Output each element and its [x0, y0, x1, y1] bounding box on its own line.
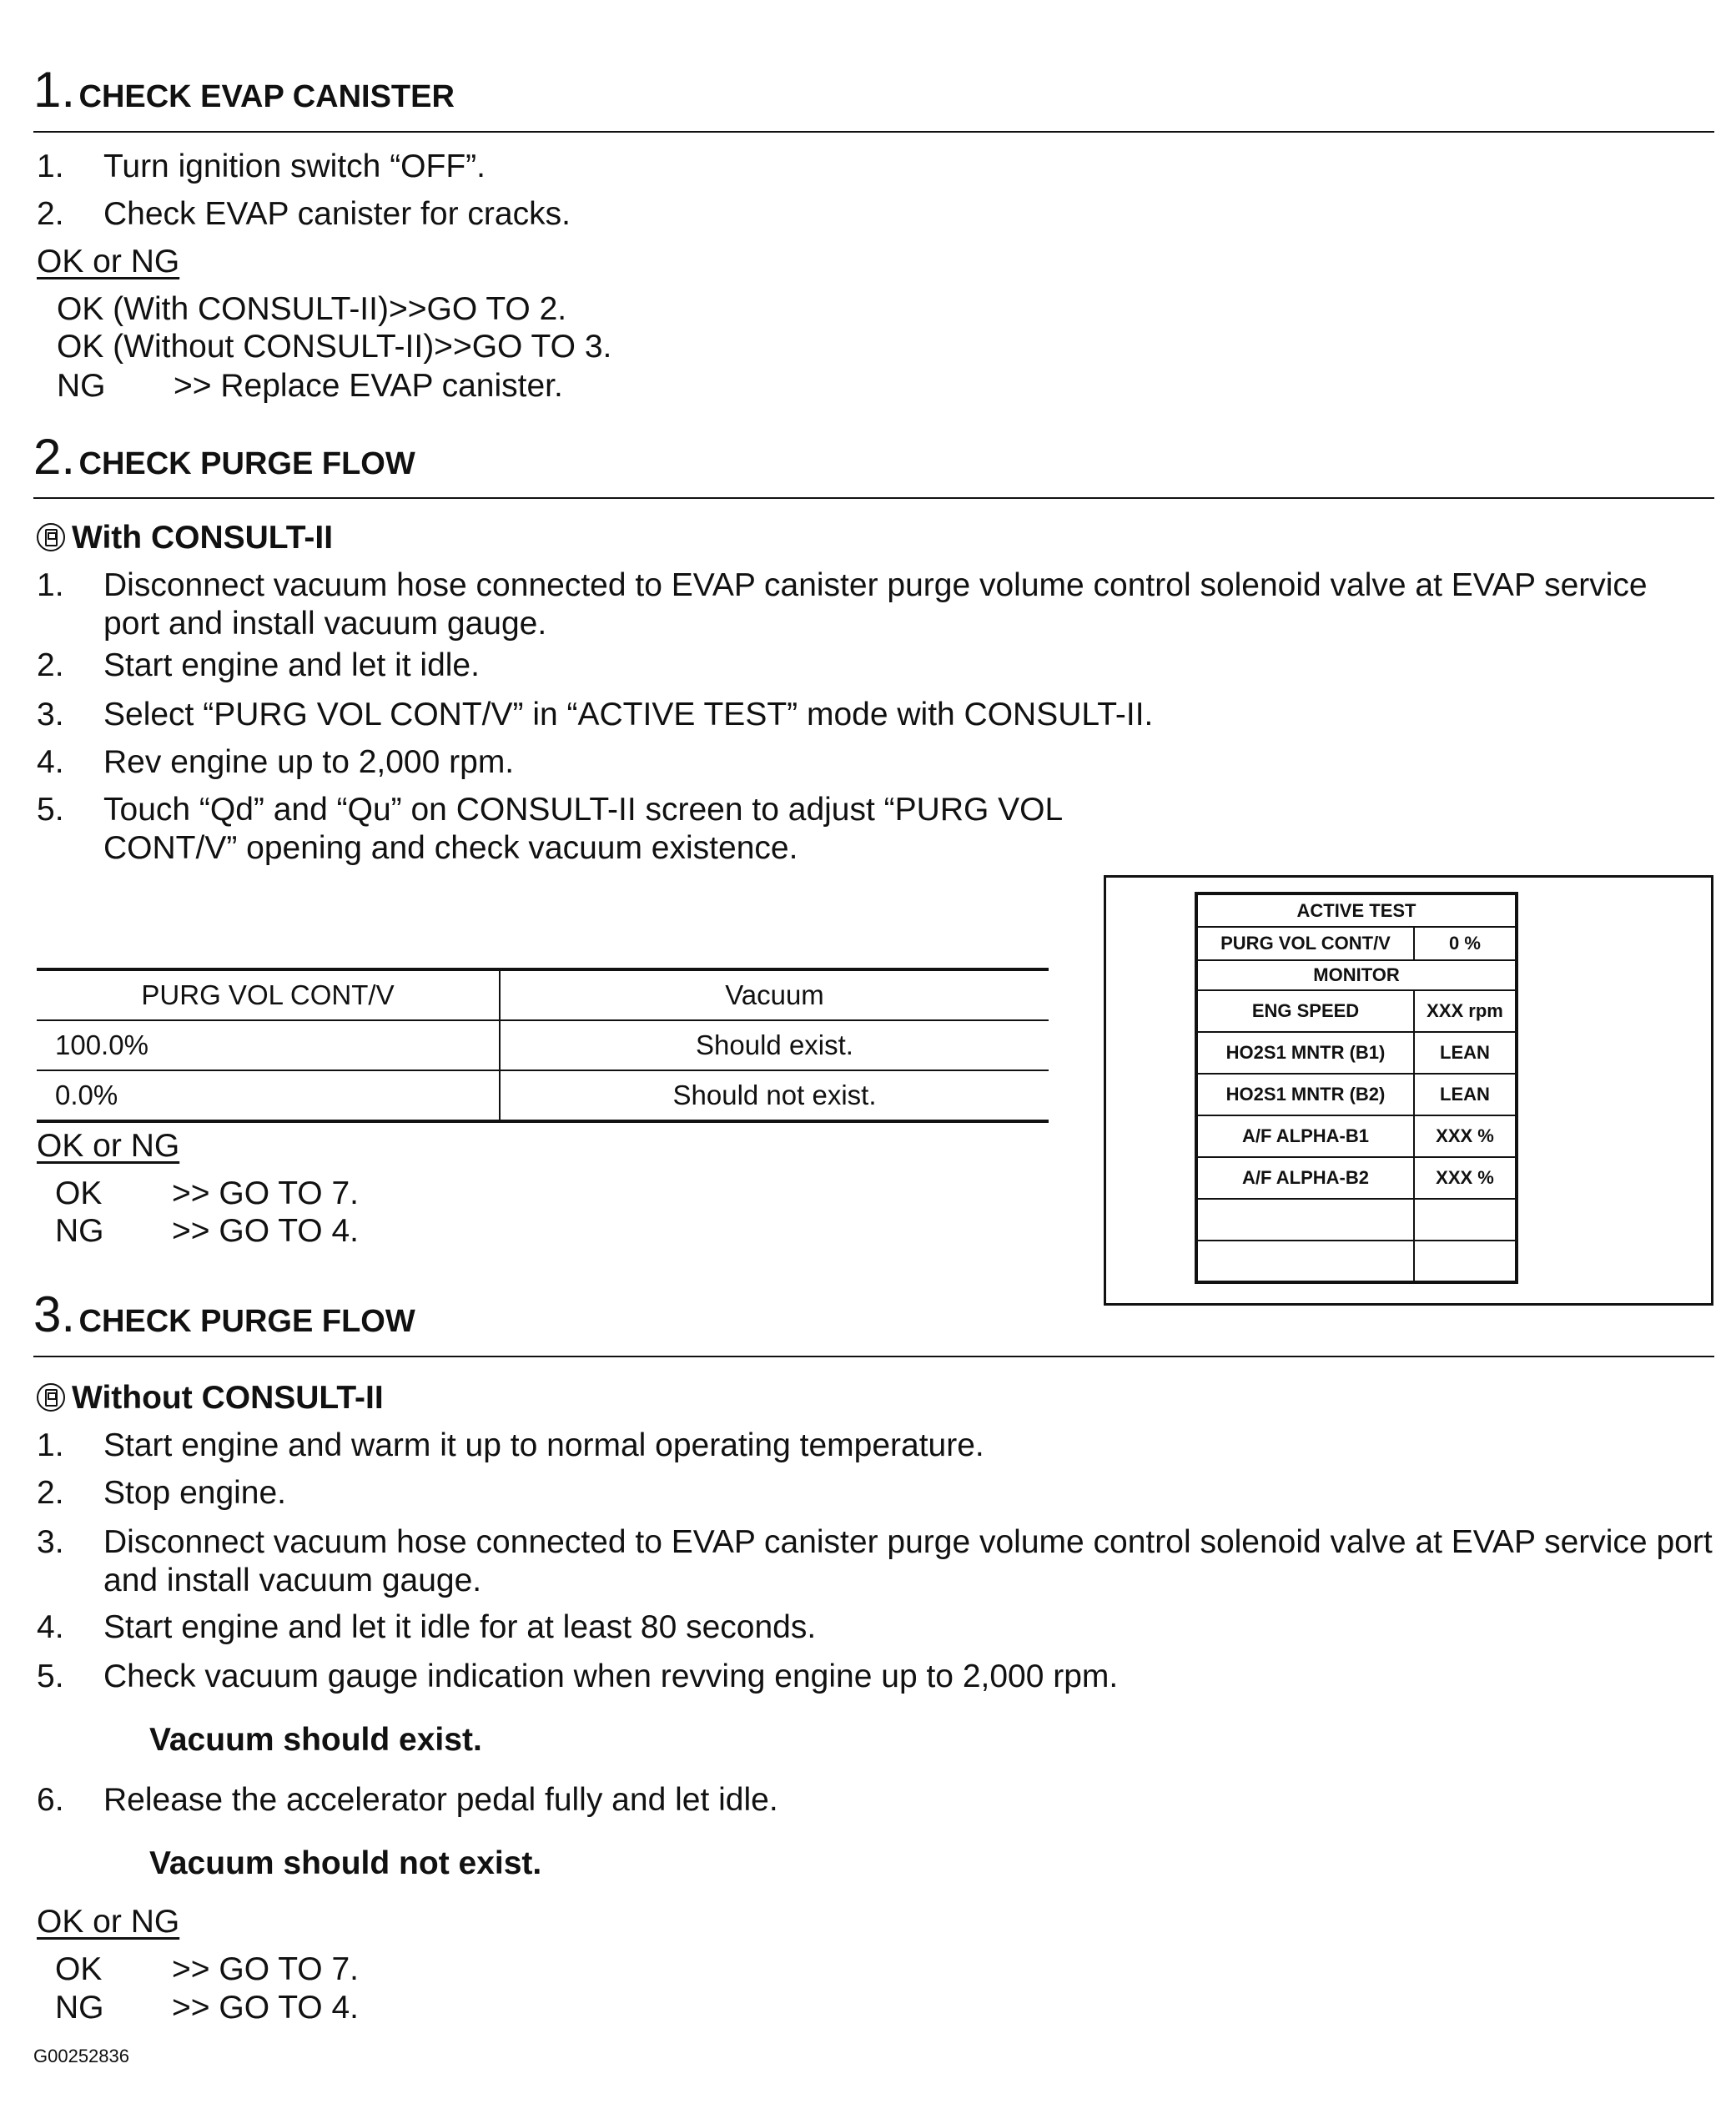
step-number: 1. — [37, 148, 64, 184]
test-item: PURG VOL CONT/V — [1196, 927, 1414, 960]
table-cell: 0.0% — [37, 1070, 500, 1121]
result-key: OK — [55, 1951, 103, 1987]
result-line — [55, 1175, 359, 1213]
table-cell: Should exist. — [696, 1029, 853, 1060]
step-text: Check vacuum gauge indication when revving engine up to 2,000 rpm. — [103, 1658, 1119, 1694]
step — [37, 195, 571, 234]
step-number: 2. — [37, 196, 64, 232]
table-cell: Should not exist. — [672, 1080, 877, 1110]
monitor-value: LEAN — [1414, 1032, 1517, 1074]
result-line: OK (Without CONSULT-II)>>GO TO 3. — [57, 329, 612, 365]
step-number: 5. — [37, 792, 64, 828]
step-number: 5. — [37, 1658, 64, 1694]
consult-ii-icon — [37, 1383, 65, 1412]
ok-ng-label: OK or NG — [37, 244, 180, 279]
empty-row — [1196, 1241, 1517, 1282]
step — [37, 1523, 1713, 1600]
monitor-value: XXX % — [1414, 1115, 1517, 1157]
table-row — [37, 1020, 1049, 1070]
monitor-value: LEAN — [1414, 1074, 1517, 1115]
result-key: NG — [55, 1213, 104, 1249]
monitor-row — [1196, 1157, 1517, 1199]
result-key: OK — [55, 1175, 103, 1211]
step-text: Start engine and let it idle. — [103, 647, 480, 683]
section-3-heading — [33, 1286, 415, 1342]
test-item-value: 0 % — [1414, 927, 1517, 960]
section-1-heading — [33, 62, 455, 118]
spec-text: Vacuum should not exist. — [149, 1845, 542, 1881]
monitor-label: MONITOR — [1196, 960, 1517, 990]
active-test-title: ACTIVE TEST — [1196, 893, 1517, 927]
result-line — [55, 1950, 359, 1989]
result-line: OK (With CONSULT-II)>>GO TO 2. — [57, 291, 567, 327]
step-text: Stop engine. — [103, 1475, 287, 1511]
active-test-table — [1195, 892, 1518, 1284]
monitor-row — [1196, 1115, 1517, 1157]
monitor-item: HO2S1 MNTR (B2) — [1196, 1074, 1414, 1115]
section-number: 1. — [33, 62, 76, 118]
result-action: >> GO TO 4. — [172, 1990, 360, 2026]
mode-label — [37, 519, 333, 557]
step-number: 3. — [37, 697, 64, 732]
step-text: Check EVAP canister for cracks. — [103, 196, 571, 232]
monitor-item: A/F ALPHA-B2 — [1196, 1157, 1414, 1199]
consult-screen-figure — [1104, 875, 1713, 1306]
section-title: CHECK PURGE FLOW — [78, 1304, 415, 1339]
result-line — [55, 1989, 359, 2027]
section-number: 2. — [33, 429, 76, 485]
step-number: 3. — [37, 1524, 64, 1560]
step-number: 1. — [37, 1427, 64, 1463]
table-header-row — [37, 969, 1049, 1020]
ok-ng-label: OK or NG — [37, 1128, 180, 1164]
table-row — [37, 1070, 1049, 1121]
step-number: 1. — [37, 567, 64, 603]
step — [37, 148, 486, 186]
purge-vacuum-table — [37, 968, 1049, 1123]
step-number: 6. — [37, 1782, 64, 1818]
result-key: NG — [57, 368, 106, 404]
column-header: PURG VOL CONT/V — [37, 969, 500, 1020]
monitor-value: XXX rpm — [1414, 990, 1517, 1032]
monitor-row — [1196, 990, 1517, 1032]
step — [37, 1658, 1118, 1696]
section-number: 3. — [33, 1286, 76, 1342]
step-number: 2. — [37, 647, 64, 683]
monitor-value: XXX % — [1414, 1157, 1517, 1199]
step-text: Disconnect vacuum hose connected to EVAP canister purge volume control solenoid valve at EVAP service port and install vacuum gauge. — [103, 1524, 1713, 1598]
step-number: 2. — [37, 1475, 64, 1511]
monitor-item: HO2S1 MNTR (B1) — [1196, 1032, 1414, 1074]
result-action: >> GO TO 7. — [172, 1175, 360, 1211]
step — [37, 1608, 816, 1647]
step — [37, 791, 1138, 868]
divider — [33, 1356, 1714, 1357]
result-action: >> Replace EVAP canister. — [174, 368, 563, 404]
step — [37, 1474, 286, 1513]
result-key: NG — [55, 1990, 104, 2026]
table-cell: 100.0% — [37, 1020, 500, 1070]
step-text: Rev engine up to 2,000 rpm. — [103, 744, 515, 780]
step-text: Start engine and let it idle for at least 80 seconds. — [103, 1609, 817, 1645]
ok-ng-label: OK or NG — [37, 1904, 180, 1940]
mode-text: Without CONSULT-II — [72, 1380, 384, 1416]
divider — [33, 497, 1714, 499]
step — [37, 1427, 984, 1465]
section-2-heading — [33, 429, 415, 485]
step-number: 4. — [37, 744, 64, 780]
step-text: Release the accelerator pedal fully and let idle. — [103, 1782, 778, 1818]
step-text: Disconnect vacuum hose connected to EVAP canister purge volume control solenoid valve at EVAP service port and install vacuum gauge. — [103, 567, 1648, 642]
step — [37, 696, 1153, 734]
result-line — [55, 1212, 359, 1251]
spec-text: Vacuum should exist. — [149, 1722, 482, 1758]
figure-code: G00252836 — [33, 2046, 129, 2066]
step-text: Start engine and warm it up to normal operating temperature. — [103, 1427, 984, 1463]
step-text: Touch “Qd” and “Qu” on CONSULT-II screen to adjust “PURG VOL CONT/V” opening and check vacuum existence. — [103, 792, 1062, 866]
column-header: Vacuum — [725, 979, 824, 1010]
step-text: Select “PURG VOL CONT/V” in “ACTIVE TEST” mode with CONSULT-II. — [103, 697, 1154, 732]
step — [37, 743, 514, 782]
step — [37, 1781, 778, 1820]
step — [37, 566, 1688, 643]
step — [37, 647, 480, 685]
mode-label — [37, 1379, 384, 1417]
monitor-item: ENG SPEED — [1196, 990, 1414, 1032]
consult-ii-icon — [37, 523, 65, 551]
monitor-row — [1196, 1032, 1517, 1074]
result-action: >> GO TO 7. — [172, 1951, 360, 1987]
monitor-item: A/F ALPHA-B1 — [1196, 1115, 1414, 1157]
section-title: CHECK PURGE FLOW — [78, 446, 415, 481]
result-action: >> GO TO 4. — [172, 1213, 360, 1249]
mode-text: With CONSULT-II — [72, 520, 334, 556]
step-number: 4. — [37, 1609, 64, 1645]
monitor-row — [1196, 1074, 1517, 1115]
empty-row — [1196, 1199, 1517, 1241]
divider — [33, 131, 1714, 133]
step-text: Turn ignition switch “OFF”. — [103, 148, 486, 184]
section-title: CHECK EVAP CANISTER — [78, 79, 455, 114]
result-line — [57, 367, 563, 405]
